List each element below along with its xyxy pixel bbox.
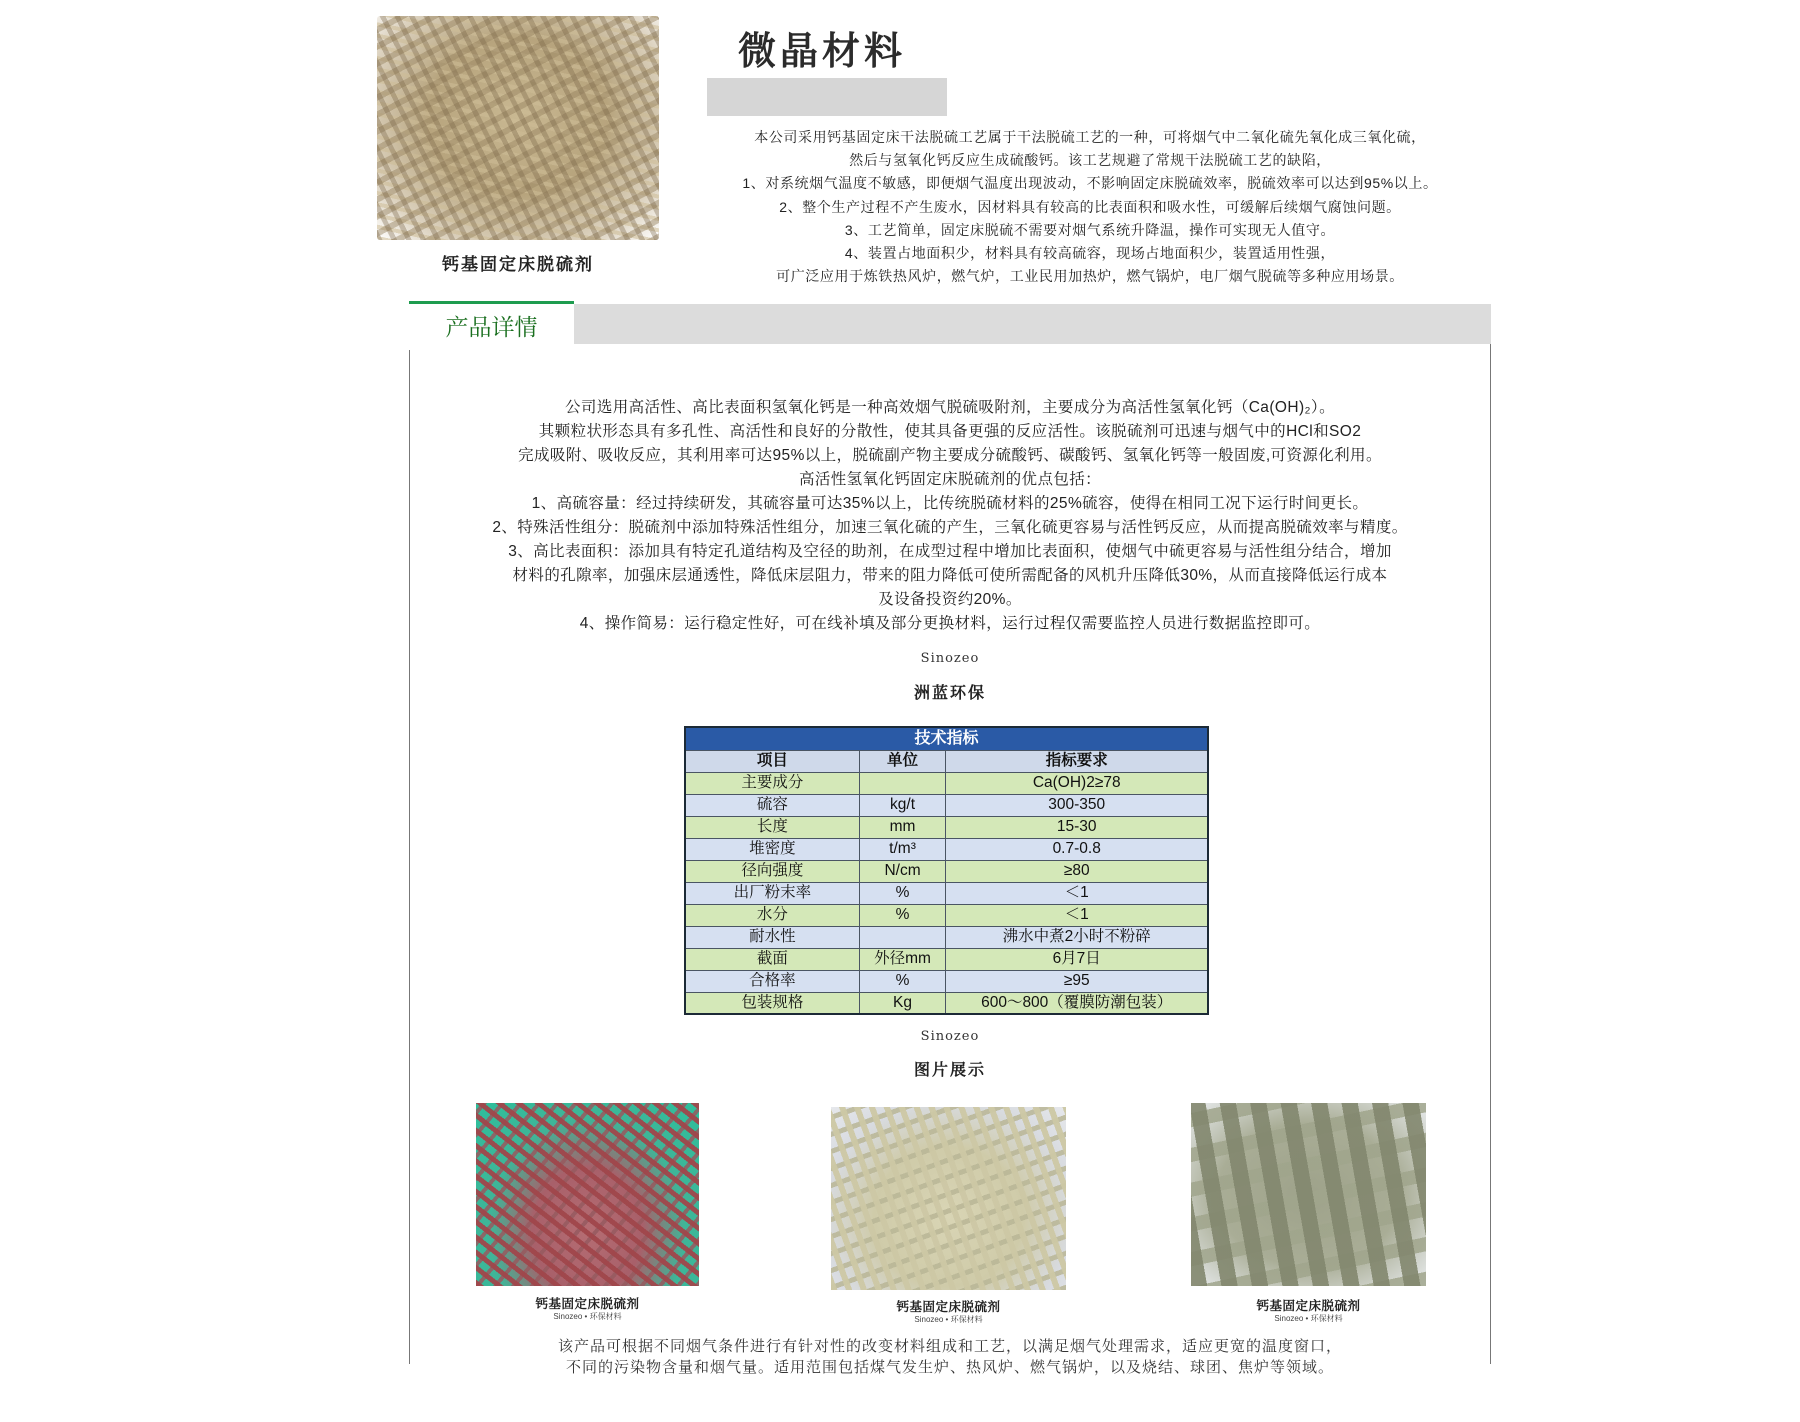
detail-line: 2、特殊活性组分：脱硫剂中添加特殊活性组分，加速三氧化硫的产生，三氧化硫更容易与活性钙反应，从而提高脱硫效率与精度。 [492, 519, 1408, 536]
spec-item-cell: 主要成分 [685, 772, 859, 794]
spec-value-cell: 300-350 [946, 794, 1208, 816]
title-underline-bar [707, 78, 947, 116]
page-title: 微晶材料 [738, 29, 907, 73]
spec-unit-cell: % [859, 904, 946, 926]
spec-unit-cell [859, 926, 946, 948]
gallery-heading: 图片展示 [913, 1062, 986, 1079]
spec-table-title: 技术指标 [685, 727, 1208, 750]
spec-item-cell: 合格率 [685, 970, 859, 992]
spec-value-cell: ≥95 [946, 970, 1208, 992]
spec-unit-cell: 外径mm [859, 948, 946, 970]
product-detail-text [409, 396, 1491, 636]
gallery-subcaption: Sinozeo • 环保材料 [914, 1315, 983, 1324]
spec-unit-cell: kg/t [859, 794, 946, 816]
section-header-bar [574, 304, 1491, 344]
detail-line: 3、高比表面积：添加具有特定孔道结构及空径的助剂，在成型过程中增加比表面积，使烟气中硫更容易与活性组分结合，增加 [508, 543, 1392, 560]
spec-value-cell: 600～800（覆膜防潮包装） [946, 992, 1208, 1014]
spec-table-row [685, 904, 1208, 926]
spec-value-cell: 15-30 [946, 816, 1208, 838]
spec-table-row [685, 948, 1208, 970]
column-header: 单位 [859, 750, 946, 772]
spec-unit-cell: % [859, 882, 946, 904]
spec-item-cell: 截面 [685, 948, 859, 970]
detail-line: 4、操作简易：运行稳定性好，可在线补填及部分更换材料，运行过程仅需要监控人员进行数据监控即可。 [579, 615, 1321, 632]
footer-line: 该产品可根据不同烟气条件进行有针对性的改变材料组成和工艺，以满足烟气处理需求，适应更宽的温度窗口， [557, 1338, 1342, 1355]
brand-english: Sinozeo [920, 1029, 980, 1044]
spec-table-row [685, 926, 1208, 948]
intro-line: 2、整个生产过程不产生废水，因材料具有较高的比表面积和吸水性，可缓解后续烟气腐蚀问题。 [779, 198, 1401, 215]
spec-table-header-row [685, 750, 1208, 772]
spec-unit-cell: N/cm [859, 860, 946, 882]
intro-line: 4、装置占地面积少，材料具有较高硫容，现场占地面积少，装置适用性强， [844, 245, 1336, 262]
spec-value-cell: ＜1 [946, 882, 1208, 904]
detail-line: 及设备投资约20%。 [878, 591, 1022, 608]
spec-unit-cell: t/m³ [859, 838, 946, 860]
intro-line: 可广泛应用于炼铁热风炉，燃气炉，工业民用加热炉，燃气锅炉，电厂烟气脱硫等多种应用场景。 [776, 268, 1404, 285]
hero-product-photo [377, 16, 659, 240]
spec-table [684, 726, 1209, 1015]
spec-table-row [685, 816, 1208, 838]
spec-item-cell: 包装规格 [685, 992, 859, 1014]
spec-value-cell: ＜1 [946, 904, 1208, 926]
spec-table-title-row [685, 727, 1208, 750]
gallery-image-beige [831, 1107, 1066, 1290]
spec-value-cell: ≥80 [946, 860, 1208, 882]
gallery-subcaption: Sinozeo • 环保材料 [553, 1312, 622, 1321]
intro-text [660, 126, 1520, 288]
spec-item-cell: 硫容 [685, 794, 859, 816]
spec-table-row [685, 794, 1208, 816]
spec-unit-cell: % [859, 970, 946, 992]
hero-caption: 钙基固定床脱硫剂 [442, 255, 594, 275]
tab-product-detail[interactable]: 产品详情 [409, 304, 574, 350]
gallery-image-gray [1191, 1103, 1426, 1286]
gallery-subcaption: Sinozeo • 环保材料 [1274, 1314, 1343, 1323]
spec-value-cell: 0.7-0.8 [946, 838, 1208, 860]
gallery-caption: 钙基固定床脱硫剂 [896, 1300, 1001, 1314]
detail-line: 其颗粒状形态具有多孔性、高活性和良好的分散性，使其具备更强的反应活性。该脱硫剂可迅速与烟气中的HCl和SO2 [538, 423, 1362, 440]
gallery-caption: 钙基固定床脱硫剂 [1256, 1299, 1361, 1313]
detail-line: 材料的孔隙率，加强床层通透性，降低床层阻力，带来的阻力降低可使所需配备的风机升压降低30%，从而直接降低运行成本 [512, 567, 1388, 584]
detail-line: 高活性氢氧化钙固定床脱硫剂的优点包括： [798, 471, 1102, 488]
spec-item-cell: 出厂粉末率 [685, 882, 859, 904]
intro-line: 然后与氢氧化钙反应生成硫酸钙。该工艺规避了常规干法脱硫工艺的缺陷， [849, 152, 1331, 169]
spec-table-row [685, 860, 1208, 882]
brand-chinese: 洲蓝环保 [913, 685, 986, 702]
brand-english: Sinozeo [920, 651, 980, 666]
intro-line: 本公司采用钙基固定床干法脱硫工艺属于干法脱硫工艺的一种，可将烟气中二氧化硫先氧化成三氧化硫， [754, 129, 1426, 145]
detail-line: 完成吸附、吸收反应，其利用率可达95%以上，脱硫副产物主要成分硫酸钙、碳酸钙、氢氧化钙等一般固废,可资源化利用。 [518, 447, 1382, 464]
spec-item-cell: 长度 [685, 816, 859, 838]
spec-table-row [685, 970, 1208, 992]
gallery-caption: 钙基固定床脱硫剂 [535, 1297, 640, 1311]
gallery-image-red [476, 1103, 699, 1286]
intro-line: 1、对系统烟气温度不敏感，即便烟气温度出现波动，不影响固定床脱硫效率，脱硫效率可以达到95%以上。 [742, 175, 1438, 192]
spec-table-row [685, 882, 1208, 904]
intro-line: 3、工艺简单，固定床脱硫不需要对烟气系统升降温，操作可实现无人值守。 [844, 221, 1336, 238]
spec-item-cell: 堆密度 [685, 838, 859, 860]
column-header: 指标要求 [946, 750, 1208, 772]
spec-item-cell: 耐水性 [685, 926, 859, 948]
detail-line: 公司选用高活性、高比表面积氢氧化钙是一种高效烟气脱硫吸附剂，主要成分为高活性氢氧化钙（Ca(OH)₂）。 [565, 399, 1335, 416]
footer-line: 不同的污染物含量和烟气量。适用范围包括煤气发生炉、热风炉、燃气锅炉，以及烧结、球团、焦炉等领域。 [565, 1359, 1334, 1376]
detail-line: 1、高硫容量：经过持续研发，其硫容量可达35%以上，比传统脱硫材料的25%硫容，使得在相同工况下运行时间更长。 [531, 495, 1369, 512]
spec-item-cell: 水分 [685, 904, 859, 926]
spec-value-cell: 沸水中煮2小时不粉碎 [946, 926, 1208, 948]
spec-value-cell: Ca(OH)2≥78 [946, 772, 1208, 794]
spec-unit-cell: mm [859, 816, 946, 838]
spec-table-row [685, 838, 1208, 860]
column-header: 项目 [685, 750, 859, 772]
spec-table-row [685, 992, 1208, 1014]
spec-unit-cell: Kg [859, 992, 946, 1014]
spec-item-cell: 径向强度 [685, 860, 859, 882]
spec-value-cell: 6月7日 [946, 948, 1208, 970]
footer-text [409, 1336, 1491, 1378]
spec-table-row [685, 772, 1208, 794]
spec-unit-cell [859, 772, 946, 794]
